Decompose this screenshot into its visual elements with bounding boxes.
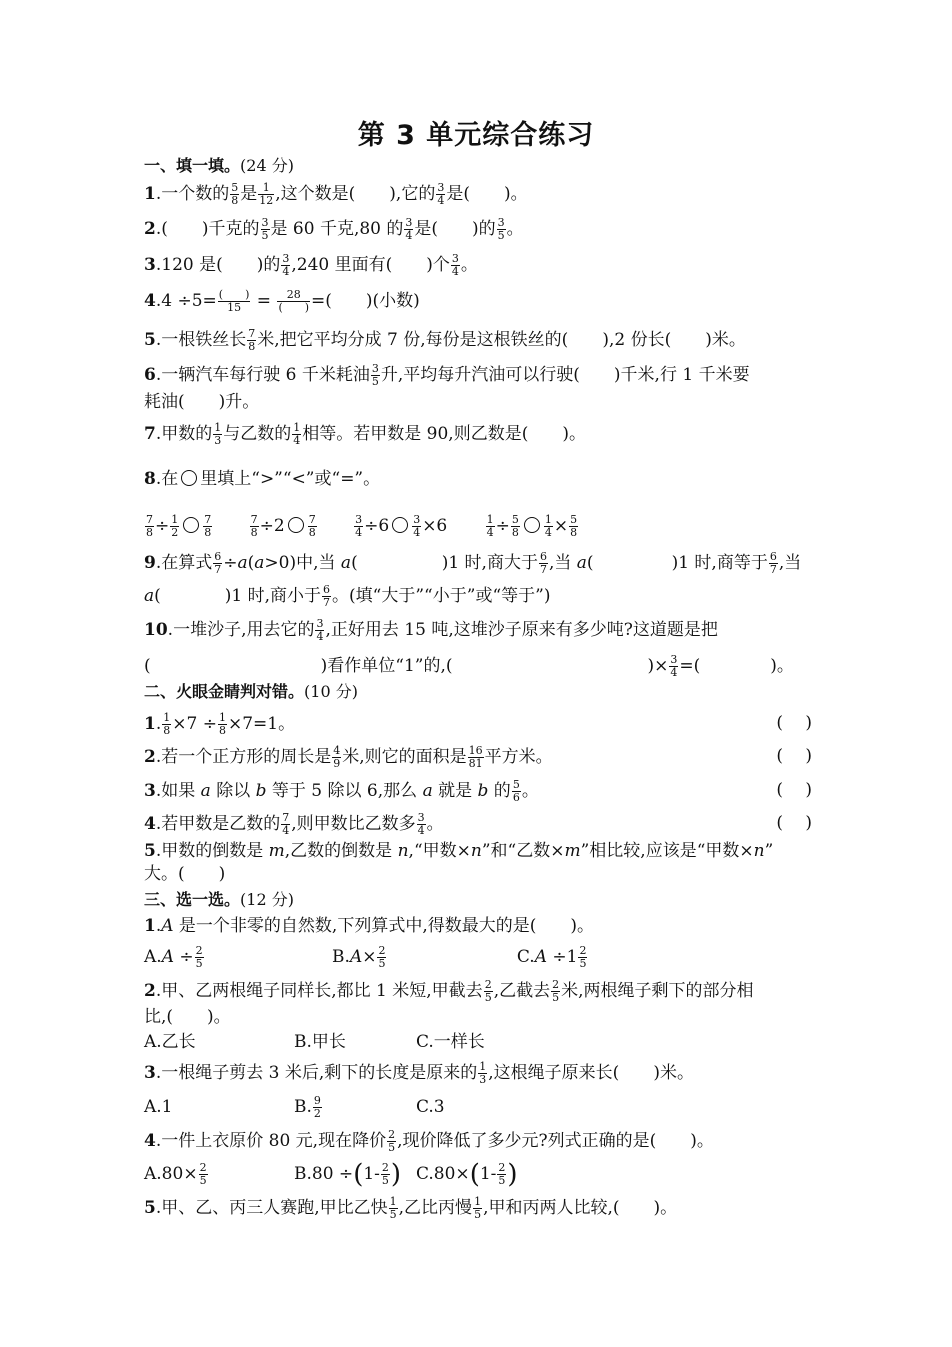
question-number: 9 bbox=[144, 553, 156, 573]
option-b[interactable]: B.80 ÷(1- $\frac{2}{5}$ ) bbox=[294, 1159, 402, 1190]
question-number: 5 bbox=[144, 841, 156, 861]
compare-expression-1: $\frac{7}{8}$ ÷ $\frac{1}{2}$ $\frac{7}{8}$ bbox=[146, 513, 212, 539]
compare-expression-3: $\frac{3}{4}$ ÷6 $\frac{3}{4}$ ×6 bbox=[355, 513, 448, 539]
circle-blank-icon[interactable] bbox=[392, 517, 408, 533]
question-3-3: 3.一根绳子剪去 3 米后,剩下的长度是原来的 $\frac{1}{3}$ ,这根绳子原来长( )米。 bbox=[144, 1060, 694, 1086]
option-c[interactable]: C.80×(1- $\frac{2}{5}$ ) bbox=[416, 1159, 518, 1190]
question-number: 1 bbox=[144, 714, 156, 734]
fraction: $\frac{1}{12}$ bbox=[259, 181, 274, 207]
circle-blank-icon[interactable] bbox=[183, 517, 199, 533]
section-points: (24 分) bbox=[240, 156, 294, 175]
fraction: $\frac{5}{8}$ bbox=[231, 181, 239, 207]
question-2-1: 1. $\frac{1}{8}$ ×7 ÷ $\frac{1}{8}$ ×7=1。 ( ) bbox=[144, 711, 812, 737]
circle-blank-icon[interactable] bbox=[288, 517, 304, 533]
question-1-7: 7.甲数的 $\frac{1}{3}$ 与乙数的 $\frac{1}{4}$ 相等。若甲数是 90,则乙数是( )。 bbox=[144, 421, 586, 447]
question-1-5: 5.一根铁丝长 $\frac{7}{8}$ 米,把它平均分成 7 份,每份是这根铁丝的( ),2 份长( )米。 bbox=[144, 327, 746, 353]
section-name: 三、选一选。 bbox=[144, 890, 241, 909]
fraction: 28 ( ) bbox=[278, 288, 310, 314]
fraction: $\frac{3}{5}$ bbox=[261, 216, 269, 242]
question-2-2: 2.若一个正方形的周长是 $\frac{4}{9}$ 米,则它的面积是 $\frac{16}{81}$ 平方米。 ( ) bbox=[144, 744, 812, 770]
question-number: 10 bbox=[144, 620, 168, 640]
option-a[interactable]: A.1 bbox=[144, 1097, 173, 1117]
question-1-3: 3.120 是( )的 $\frac{3}{4}$ ,240 里面有( )个 $\frac{3}{4}$ 。 bbox=[144, 252, 478, 278]
question-1-6-continued: 耗油( )升。 bbox=[144, 392, 260, 412]
section-name: 二、火眼金睛判对错。 bbox=[144, 682, 305, 701]
question-number: 1 bbox=[144, 184, 156, 204]
option-a[interactable]: A.A ÷ $\frac{2}{5}$ bbox=[144, 944, 203, 970]
option-a[interactable]: A.80× $\frac{2}{5}$ bbox=[144, 1161, 207, 1187]
option-b[interactable]: B.甲长 bbox=[294, 1032, 346, 1052]
question-number: 3 bbox=[144, 255, 156, 275]
answer-parentheses[interactable]: ( ) bbox=[776, 813, 812, 833]
question-number: 2 bbox=[144, 219, 156, 239]
question-number: 5 bbox=[144, 1198, 156, 1218]
compare-expression-4: $\frac{1}{4}$ ÷ $\frac{5}{8}$ $\frac{1}{4}$ × $\frac{5}{8}$ bbox=[486, 513, 578, 539]
section-points: (10 分) bbox=[304, 682, 358, 701]
question-3-2: 2.甲、乙两根绳子同样长,都比 1 米短,甲截去 $\frac{2}{5}$ ,乙截去 $\frac{2}{5}$ 米,两根绳子剩下的部分相 bbox=[144, 978, 754, 1004]
answer-parentheses[interactable]: ( ) bbox=[776, 713, 812, 733]
question-1-2: 2.( )千克的 $\frac{3}{5}$ 是 60 千克,80 的 $\frac{3}{4}$ 是( )的 $\frac{3}{5}$ 。 bbox=[144, 216, 524, 242]
fraction: $\frac{3}{4}$ bbox=[405, 216, 413, 242]
question-number: 2 bbox=[144, 981, 156, 1001]
section-heading-multiple-choice bbox=[144, 889, 294, 911]
question-number: 8 bbox=[144, 469, 156, 489]
question-1-1: 1.一个数的 $\frac{5}{8}$ 是 $\frac{1}{12}$ ,这个数是( ),它的 $\frac{3}{4}$ 是( )。 bbox=[144, 181, 528, 207]
question-3-4: 4.一件上衣原价 80 元,现在降价 $\frac{2}{5}$ ,现价降低了多少元?列式正确的是( )。 bbox=[144, 1128, 714, 1154]
question-3-1-options bbox=[144, 945, 588, 970]
section-heading-true-false bbox=[144, 681, 358, 703]
question-number: 4 bbox=[144, 291, 156, 311]
page-title: 第 3 单元综合练习 bbox=[357, 120, 595, 151]
question-1-4: 4.4 ÷5= ( ) 15 = 28 ( ) =( )(小数) bbox=[144, 288, 420, 314]
question-2-5-continued: 大。( ) bbox=[144, 864, 226, 884]
question-1-9-continued: a( )1 时,商小于 $\frac{6}{7}$ 。(填“大于”“小于”或“等于”) bbox=[144, 583, 551, 609]
option-b[interactable]: B.A× $\frac{2}{5}$ bbox=[332, 944, 386, 970]
question-number: 4 bbox=[144, 814, 156, 834]
circle-blank-icon[interactable] bbox=[524, 517, 540, 533]
question-number: 4 bbox=[144, 1131, 156, 1151]
circle-blank-icon bbox=[181, 470, 197, 486]
question-number: 3 bbox=[144, 1063, 156, 1083]
question-3-5: 5.甲、乙、丙三人赛跑,甲比乙快 $\frac{1}{5}$ ,乙比丙慢 $\frac{1}{5}$ ,甲和丙两人比较,( )。 bbox=[144, 1195, 678, 1221]
fraction: $\frac{3}{4}$ bbox=[451, 252, 459, 278]
question-number: 6 bbox=[144, 365, 156, 385]
fraction: $\frac{3}{4}$ bbox=[437, 181, 445, 207]
compare-expression-2: $\frac{7}{8}$ ÷2 $\frac{7}{8}$ bbox=[250, 513, 316, 539]
question-3-3-options bbox=[144, 1095, 445, 1120]
question-2-5: 5.甲数的倒数是 m,乙数的倒数是 n,“甲数×n”和“乙数×m”相比较,应该是“甲数×n” bbox=[144, 841, 774, 861]
fraction: $\frac{1}{4}$ bbox=[293, 421, 301, 447]
fraction: $\frac{7}{8}$ bbox=[248, 327, 256, 353]
question-number: 3 bbox=[144, 781, 156, 801]
question-number: 5 bbox=[144, 330, 156, 350]
option-c[interactable]: C.A ÷1 $\frac{2}{5}$ bbox=[516, 944, 587, 970]
question-2-4: 4.若甲数是乙数的 $\frac{7}{4}$ ,则甲数比乙数多 $\frac{3}{4}$ 。 ( ) bbox=[144, 811, 812, 837]
section-heading-fill-in bbox=[144, 155, 294, 177]
question-3-2-continued: 比,( )。 bbox=[144, 1007, 231, 1027]
question-number: 2 bbox=[144, 747, 156, 767]
question-3-4-options bbox=[144, 1159, 518, 1190]
fraction: $\frac{3}{5}$ bbox=[371, 362, 379, 388]
section-points: (12 分) bbox=[240, 890, 294, 909]
option-a[interactable]: A.乙长 bbox=[144, 1032, 196, 1052]
option-c[interactable]: C.一样长 bbox=[416, 1032, 485, 1052]
option-b[interactable]: B. $\frac{9}{2}$ bbox=[294, 1094, 321, 1120]
question-1-10-continued: ( )看作单位“1”的,( )× $\frac{3}{4}$ =( )。 bbox=[144, 653, 794, 679]
question-1-10: 10.一堆沙子,用去它的 $\frac{3}{4}$ ,正好用去 15 吨,这堆沙子原来有多少吨?这道题是把 bbox=[144, 617, 718, 643]
question-1-9: 9.在算式 $\frac{6}{7}$ ÷a(a>0)中,当 a( )1 时,商大于 $\frac{6}{7}$ ,当 a( )1 时,商等于 $\frac{6}{7}$ ,当 bbox=[144, 550, 802, 576]
fraction: $\frac{3}{4}$ bbox=[282, 252, 290, 278]
fraction: ( ) 15 bbox=[218, 288, 250, 314]
question-1-6: 6.一辆汽车每行驶 6 千米耗油 $\frac{3}{5}$ 升,平均每升汽油可以行驶( )千米,行 1 千米要 bbox=[144, 362, 750, 388]
section-name: 一、填一填。 bbox=[144, 156, 241, 175]
question-3-2-options bbox=[144, 1031, 485, 1053]
fraction: $\frac{3}{5}$ bbox=[497, 216, 505, 242]
option-c[interactable]: C.3 bbox=[416, 1097, 445, 1117]
fraction: $\frac{1}{3}$ bbox=[214, 421, 222, 447]
answer-parentheses[interactable]: ( ) bbox=[776, 780, 812, 800]
question-1-8: 8.在 里填上“>”“<”或“=”。 bbox=[144, 469, 381, 489]
answer-parentheses[interactable]: ( ) bbox=[776, 746, 812, 766]
question-3-1: 1.A 是一个非零的自然数,下列算式中,得数最大的是( )。 bbox=[144, 916, 595, 936]
question-number: 1 bbox=[144, 916, 156, 936]
question-1-8-expressions bbox=[144, 514, 579, 539]
question-number: 7 bbox=[144, 424, 156, 444]
question-2-3: 3.如果 a 除以 b 等于 5 除以 6,那么 a 就是 b 的 $\frac{5}{6}$ 。 ( ) bbox=[144, 778, 812, 804]
